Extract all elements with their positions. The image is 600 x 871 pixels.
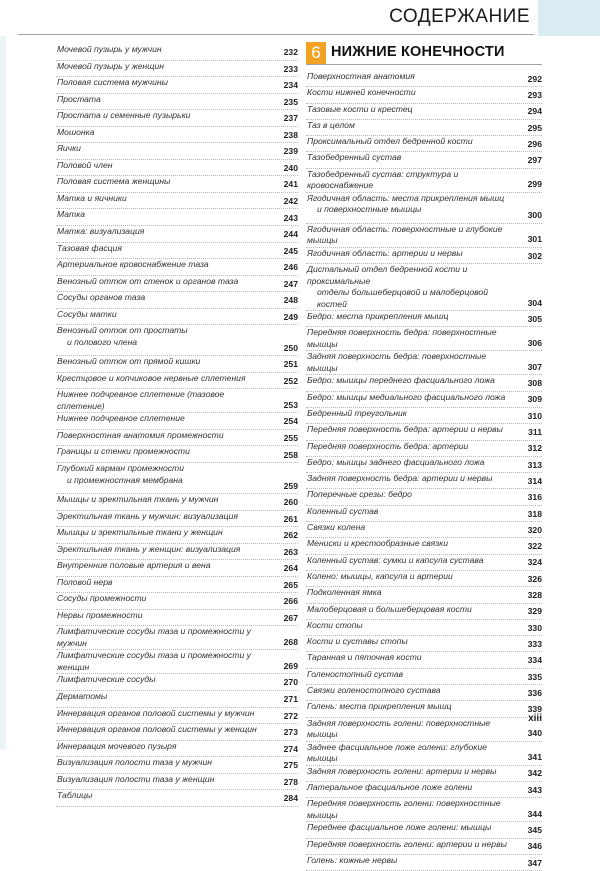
toc-entry[interactable]	[306, 87, 542, 103]
toc-entry-page: 266	[283, 596, 298, 607]
toc-entry-title: Поверхностная анатомия промежности	[57, 429, 224, 440]
toc-entry-page: 339	[527, 704, 542, 715]
chapter-title: НИЖНИЕ КОНЕЧНОСТИ	[331, 44, 505, 60]
toc-entry[interactable]	[56, 243, 298, 260]
toc-entry-title: Крестцовое и копчиковое нервные сплетения	[57, 372, 246, 383]
toc-entry[interactable]	[306, 538, 542, 554]
toc-entry-title: Передняя поверхность голени: артерии и нервы	[307, 838, 507, 849]
toc-entry-title: Заднее фасциальное ложе голени: глубокие мышцы	[307, 741, 487, 764]
toc-entry[interactable]	[56, 292, 298, 309]
toc-entry-page: 241	[283, 179, 298, 190]
toc-entry[interactable]	[306, 620, 542, 636]
toc-entry[interactable]	[306, 718, 542, 742]
toc-entry-title: Латеральное фасциальное ложе голени	[307, 781, 473, 792]
toc-entry[interactable]	[306, 855, 542, 871]
toc-entry[interactable]	[306, 375, 542, 391]
toc-entry-page: 258	[283, 449, 298, 460]
toc-entry-title: Нервы промежности	[57, 609, 143, 620]
toc-left-column	[56, 44, 298, 807]
toc-entry-title: Кости и суставы стопы	[307, 636, 408, 647]
toc-entry[interactable]	[306, 104, 542, 120]
toc-entry-title: Задняя поверхность бедра: артерии и нервы	[307, 473, 493, 484]
toc-entry-page: 248	[283, 295, 298, 306]
toc-entry-title: Лимфатические сосуды таза и промежности у женщин	[57, 650, 251, 672]
toc-entry-title: Передняя поверхность бедра: артерии и нервы	[307, 424, 503, 435]
toc-entry[interactable]	[56, 309, 298, 326]
toc-entry-title: Тазобедренный сустав	[307, 152, 402, 163]
toc-entry-page: 261	[283, 513, 298, 524]
toc-entry[interactable]	[56, 463, 298, 494]
toc-entry-page: 263	[283, 546, 298, 557]
toc-entry[interactable]	[56, 708, 298, 725]
toc-entry-title: Кости нижней конечности	[307, 87, 416, 98]
toc-entry[interactable]	[306, 522, 542, 538]
toc-entry[interactable]	[306, 555, 542, 571]
toc-entry-page: 272	[283, 710, 298, 721]
page-title: СОДЕРЖАНИЕ	[389, 6, 530, 27]
toc-entry-page: 232	[283, 47, 298, 58]
toc-entry[interactable]	[56, 511, 298, 528]
toc-entry-page: 274	[283, 743, 298, 754]
toc-entry-page: 234	[283, 80, 298, 91]
toc-entry-page: 322	[527, 541, 542, 552]
toc-entry-title: Иннервация органов половой системы у женщин	[57, 724, 257, 735]
toc-entry-page: 242	[283, 195, 298, 206]
toc-entry-page: 293	[527, 90, 542, 101]
toc-entry[interactable]	[306, 742, 542, 766]
toc-entry[interactable]	[56, 176, 298, 193]
toc-entry-title: Коленный сустав: сумки и капсула сустава	[307, 554, 484, 565]
toc-entry[interactable]	[56, 44, 298, 61]
toc-entry-page: 262	[283, 530, 298, 541]
toc-right-column	[306, 42, 542, 871]
toc-entry-title: Задняя поверхность голени: артерии и нервы	[307, 765, 497, 776]
toc-entry[interactable]	[306, 587, 542, 603]
toc-entry[interactable]	[306, 685, 542, 701]
toc-entry-page: 347	[527, 857, 542, 868]
toc-entry-page: 265	[283, 579, 298, 590]
toc-entry-title: Эректильная ткань у мужчин: визуализация	[57, 510, 238, 521]
toc-entry-title: Таранная и пяточная кости	[307, 652, 422, 663]
toc-entry-title-continued: и полового члена	[67, 336, 138, 347]
toc-entry-title: Поверхностная анатомия	[307, 71, 415, 81]
toc-entry[interactable]	[56, 593, 298, 610]
toc-entry-title: Матка и яичники	[57, 192, 127, 203]
toc-entry-title: Ягодичная область: места прикрепления мышц	[307, 192, 505, 203]
toc-entry-title: Сосуды органов таза	[57, 292, 146, 303]
toc-entry-page: 284	[283, 793, 298, 804]
toc-entry-page: 307	[527, 361, 542, 372]
toc-entry-page: 240	[283, 162, 298, 173]
toc-entry-page: 264	[283, 563, 298, 574]
toc-entry-title: Половая система мужчины	[57, 77, 168, 88]
toc-entry-page: 299	[527, 179, 542, 190]
toc-entry-title: Венозный отток от прямой кишки	[57, 356, 201, 367]
toc-entry-page: 324	[527, 557, 542, 568]
toc-entry-page: 306	[527, 337, 542, 348]
toc-entry[interactable]	[306, 327, 542, 351]
chapter-number-badge: 6	[306, 42, 326, 64]
toc-entry-title: Бедро: места прикрепления мышц	[307, 311, 449, 322]
toc-entry-title-continued: и поверхностные мышцы	[317, 204, 422, 215]
toc-entry-title: Тазовая фасция	[57, 242, 122, 253]
toc-entry-title: Дистальный отдел бедренной кости и проксимальные	[307, 264, 468, 286]
toc-entry-title: Дерматомы	[57, 690, 108, 701]
chapter-heading	[306, 42, 542, 65]
toc-entry[interactable]	[306, 798, 542, 822]
toc-entry[interactable]	[306, 701, 542, 717]
toc-entry[interactable]	[56, 610, 298, 627]
toc-entry-page: 269	[283, 660, 298, 671]
page-header	[0, 0, 600, 36]
toc-entry-page: 314	[527, 475, 542, 486]
toc-entry-title: Передняя поверхность голени: поверхностные мышцы	[307, 798, 501, 820]
toc-entry-page: 328	[527, 590, 542, 601]
toc-entry[interactable]	[56, 724, 298, 741]
toc-entry[interactable]	[306, 652, 542, 668]
toc-entry-title: Связки голеностопного сустава	[307, 685, 441, 696]
toc-entry-page: 238	[283, 129, 298, 140]
toc-entry-page: 329	[527, 606, 542, 617]
toc-entry-title: Таблицы	[57, 790, 93, 801]
toc-entry-title: Ягодичная область: поверхностные и глубокие мышцы	[307, 223, 503, 246]
page-number: xiii	[528, 713, 542, 724]
toc-entry[interactable]	[306, 441, 542, 457]
toc-entry[interactable]	[306, 224, 542, 248]
toc-entry-page: 250	[283, 342, 298, 353]
toc-entry[interactable]	[306, 311, 542, 327]
toc-entry[interactable]	[306, 120, 542, 136]
toc-entry[interactable]	[306, 136, 542, 152]
toc-entry[interactable]	[306, 392, 542, 408]
toc-entry-title: Половой член	[57, 159, 113, 170]
toc-entry-page: 305	[527, 313, 542, 324]
toc-entry-title: Матка: визуализация	[57, 226, 145, 237]
toc-entry-page: 268	[283, 636, 298, 647]
toc-entry[interactable]	[306, 457, 542, 473]
toc-entry-page: 344	[527, 808, 542, 819]
toc-entry-page: 254	[283, 416, 298, 427]
toc-entry[interactable]	[56, 193, 298, 210]
toc-entry[interactable]	[56, 774, 298, 791]
toc-entry-title: Иннервация мочевого пузыря	[57, 740, 177, 751]
toc-entry-title-continued: и промежностная мембрана	[67, 474, 183, 485]
toc-entry[interactable]	[56, 61, 298, 78]
toc-entry-page: 260	[283, 497, 298, 508]
toc-entry-title: Голень: места прикрепления мышц	[307, 701, 452, 712]
toc-entry-page: 343	[527, 784, 542, 795]
toc-entry-title: Тазовые кости и крестец	[307, 103, 413, 114]
toc-entry-page: 267	[283, 612, 298, 623]
toc-entry[interactable]	[56, 691, 298, 708]
toc-entry-title: Артериальное кровоснабжение таза	[57, 259, 209, 270]
toc-entry[interactable]	[56, 527, 298, 544]
toc-entry[interactable]	[306, 839, 542, 855]
toc-entry-title: Глубокий карман промежности	[57, 463, 184, 474]
toc-entry-page: 249	[283, 311, 298, 322]
toc-entry-page: 310	[527, 410, 542, 421]
toc-entry[interactable]	[56, 77, 298, 94]
toc-entry-title: Лимфатические сосуды	[57, 674, 156, 685]
toc-entry-page: 335	[527, 671, 542, 682]
toc-entry-page: 316	[527, 492, 542, 503]
toc-entry-title: Задняя поверхность голени: поверхностные мышцы	[307, 717, 491, 740]
toc-entry[interactable]	[306, 604, 542, 620]
toc-entry-page: 334	[527, 655, 542, 666]
page-edge-strip	[0, 36, 6, 750]
toc-entry-page: 259	[283, 480, 298, 491]
toc-entry-page: 251	[283, 359, 298, 370]
toc-entry-title: Половая система женщины	[57, 176, 171, 187]
toc-entry[interactable]	[56, 143, 298, 160]
toc-entry[interactable]	[306, 152, 542, 168]
toc-entry[interactable]	[56, 757, 298, 774]
toc-entry[interactable]	[56, 650, 298, 674]
toc-entry[interactable]	[306, 408, 542, 424]
toc-entry[interactable]	[306, 822, 542, 838]
toc-entry[interactable]	[56, 560, 298, 577]
toc-entry-title: Мочевой пузырь у мужчин	[57, 44, 162, 54]
toc-entry-title: Венозный отток от стенок и органов таза	[57, 275, 239, 286]
toc-entry[interactable]	[56, 494, 298, 511]
toc-entry-title: Венозный отток от простаты	[57, 325, 188, 336]
toc-entry-page: 341	[527, 752, 542, 763]
toc-entry-page: 342	[527, 768, 542, 779]
toc-entry-page: 330	[527, 622, 542, 633]
toc-entry-title: Коленный сустав	[307, 505, 379, 516]
toc-entry[interactable]	[56, 544, 298, 561]
toc-entry-title: Простата и семенные пузырьки	[57, 110, 191, 121]
toc-entry-page: 253	[283, 399, 298, 410]
toc-entry-page: 304	[527, 297, 542, 308]
toc-entry[interactable]	[56, 413, 298, 430]
toc-entry-page: 239	[283, 146, 298, 157]
toc-entry-page: 333	[527, 638, 542, 649]
toc-entry-page: 296	[527, 138, 542, 149]
toc-entry[interactable]	[56, 110, 298, 127]
toc-entry-title: Голеностопный сустав	[307, 668, 404, 679]
toc-entry[interactable]	[306, 636, 542, 652]
toc-entry[interactable]	[306, 766, 542, 782]
toc-entry[interactable]	[56, 276, 298, 293]
toc-entry[interactable]	[306, 571, 542, 587]
toc-right-list	[306, 71, 542, 871]
toc-entry-title: Мышцы и эректильные ткани у женщин	[57, 527, 223, 538]
toc-entry-page: 326	[527, 573, 542, 584]
toc-entry[interactable]	[306, 71, 542, 87]
toc-entry[interactable]	[56, 626, 298, 650]
toc-entry-page: 255	[283, 432, 298, 443]
toc-entry-page: 235	[283, 96, 298, 107]
toc-entry[interactable]	[56, 430, 298, 447]
toc-entry-title: Половой нерв	[57, 576, 113, 587]
header-tab	[538, 0, 600, 36]
toc-entry-title: Поперечные срезы: бедро	[307, 489, 412, 500]
toc-entry-page: 311	[528, 427, 542, 438]
toc-entry-page: 346	[527, 841, 542, 852]
toc-entry[interactable]	[56, 790, 298, 807]
toc-entry[interactable]	[306, 424, 542, 440]
toc-entry-title: Бедренный треугольник	[307, 407, 407, 418]
toc-entry[interactable]	[56, 389, 298, 413]
toc-entry-page: 345	[527, 825, 542, 835]
toc-entry-page: 270	[283, 677, 298, 688]
toc-entry-page: 295	[527, 122, 542, 133]
toc-entry[interactable]	[56, 259, 298, 276]
toc-entry-page: 252	[283, 375, 298, 386]
toc-entry-title: Мышцы и эректильная ткань у мужчин	[57, 494, 219, 505]
toc-entry-title: Нижнее подчревное сплетение (тазовое сплетение)	[57, 389, 225, 411]
toc-entry-page: 312	[527, 443, 542, 454]
toc-entry-title: Лимфатические сосуды таза и промежности у мужчин	[57, 626, 251, 648]
toc-entry-title: Мениски и крестообразные связки	[307, 538, 449, 549]
toc-entry-page: 309	[527, 394, 542, 405]
toc-entry-page: 300	[527, 210, 542, 221]
toc-entry[interactable]	[306, 489, 542, 505]
toc-entry[interactable]	[56, 741, 298, 758]
toc-entry[interactable]	[306, 782, 542, 798]
toc-entry[interactable]	[56, 226, 298, 243]
toc-entry-title: Матка	[57, 209, 86, 220]
toc-entry[interactable]	[56, 209, 298, 226]
toc-entry-page: 301	[527, 234, 542, 245]
toc-entry[interactable]	[306, 669, 542, 685]
toc-entry-title: Задняя поверхность бедра: поверхностные мышцы	[307, 351, 487, 373]
toc-entry-title: Голень: кожные нервы	[307, 854, 398, 865]
toc-entry[interactable]	[306, 473, 542, 489]
toc-entry[interactable]	[56, 356, 298, 373]
toc-entry-title: Кости стопы	[307, 619, 363, 630]
toc-entry-title: Иннервация органов половой системы у мужчин	[57, 707, 255, 718]
toc-entry[interactable]	[306, 351, 542, 375]
toc-entry-title: Связки колена	[307, 522, 366, 533]
toc-entry-page: 273	[283, 727, 298, 738]
toc-entry-title: Переднее фасциальное ложе голени: мышцы	[307, 822, 492, 833]
toc-entry-page: 243	[283, 212, 298, 223]
toc-entry-title: Таз в целом	[307, 119, 355, 130]
toc-entry-page: 292	[527, 73, 542, 84]
toc-entry-title: Сосуды матки	[57, 308, 117, 319]
toc-entry[interactable]	[56, 373, 298, 390]
toc-entry-title: Бедро: мышцы заднего фасциального ложа	[307, 456, 485, 467]
toc-entry-page: 308	[527, 378, 542, 389]
toc-entry-title: Визуализация полости таза у мужчин	[57, 757, 213, 768]
toc-entry-title: Тазобедренный сустав: структура и кровоснабжение	[307, 168, 459, 191]
toc-entry[interactable]	[56, 160, 298, 177]
toc-entry-title: Нижнее подчревное сплетение	[57, 413, 185, 424]
toc-entry-page: 246	[283, 262, 298, 273]
toc-entry-title: Колено: мышцы, капсула и артерии	[307, 570, 453, 581]
toc-entry[interactable]	[56, 446, 298, 463]
toc-entry[interactable]	[56, 674, 298, 691]
toc-entry-title: Передняя поверхность бедра: артерии	[307, 440, 469, 451]
toc-entry-title: Границы и стенки промежности	[57, 446, 190, 457]
toc-entry-page: 275	[283, 760, 298, 771]
toc-entry[interactable]	[56, 325, 298, 356]
toc-entry-title: Яички	[57, 143, 81, 154]
toc-entry-page: 336	[527, 687, 542, 698]
toc-entry-page: 318	[527, 508, 542, 519]
toc-entry-title: Сосуды промежности	[57, 593, 147, 604]
toc-entry[interactable]	[306, 169, 542, 193]
toc-entry-title: Эректильная ткань у женщин: визуализация	[57, 543, 241, 554]
toc-entry-title: Проксимальный отдел бедренной кости	[307, 136, 473, 147]
toc-entry-page: 297	[527, 155, 542, 166]
toc-entry-page: 302	[527, 250, 542, 261]
toc-entry-title: Подколенная ямка	[307, 587, 382, 598]
toc-entry-title: Мошонка	[57, 126, 95, 137]
toc-entry-title: Мочевой пузырь у женщин	[57, 60, 164, 71]
toc-entry-page: 313	[527, 459, 542, 470]
header-rule	[18, 34, 534, 35]
toc-entry[interactable]	[56, 94, 298, 111]
toc-entry-title: Внутренние половые артерия и вена	[57, 560, 211, 571]
toc-entry-page: 271	[283, 694, 298, 704]
toc-entry-page: 244	[283, 229, 298, 240]
toc-entry[interactable]	[56, 127, 298, 144]
toc-entry[interactable]	[306, 264, 542, 311]
toc-entry-page: 237	[283, 113, 298, 124]
toc-entry-page: 320	[527, 524, 542, 535]
toc-entry[interactable]	[56, 577, 298, 594]
toc-entry[interactable]	[306, 193, 542, 224]
toc-entry-title: Бедро: мышцы переднего фасциального ложа	[307, 375, 495, 386]
toc-entry-title-continued: отделы большеберцовой и малоберцовой костей	[317, 287, 488, 309]
toc-entry-page: 278	[283, 776, 298, 787]
toc-entry-page: 245	[283, 245, 298, 256]
toc-entry-title: Визуализация полости таза у женщин	[57, 773, 215, 784]
toc-entry-title: Передняя поверхность бедра: поверхностные мышцы	[307, 327, 497, 349]
toc-entry-title: Простата	[57, 93, 101, 104]
toc-entry-page: 247	[283, 278, 298, 289]
toc-entry-title: Ягодичная область: артерии и нервы	[307, 247, 463, 258]
toc-entry-page: 294	[527, 106, 542, 117]
toc-entry-title: Бедро: мышцы медиального фасциального ложа	[307, 391, 506, 402]
toc-entry-page: 340	[527, 728, 542, 739]
toc-entry-page: 233	[283, 63, 298, 74]
toc-entry-title: Малоберцовая и большеберцовая кости	[307, 603, 472, 614]
toc-entry[interactable]	[306, 248, 542, 264]
toc-entry[interactable]	[306, 506, 542, 522]
